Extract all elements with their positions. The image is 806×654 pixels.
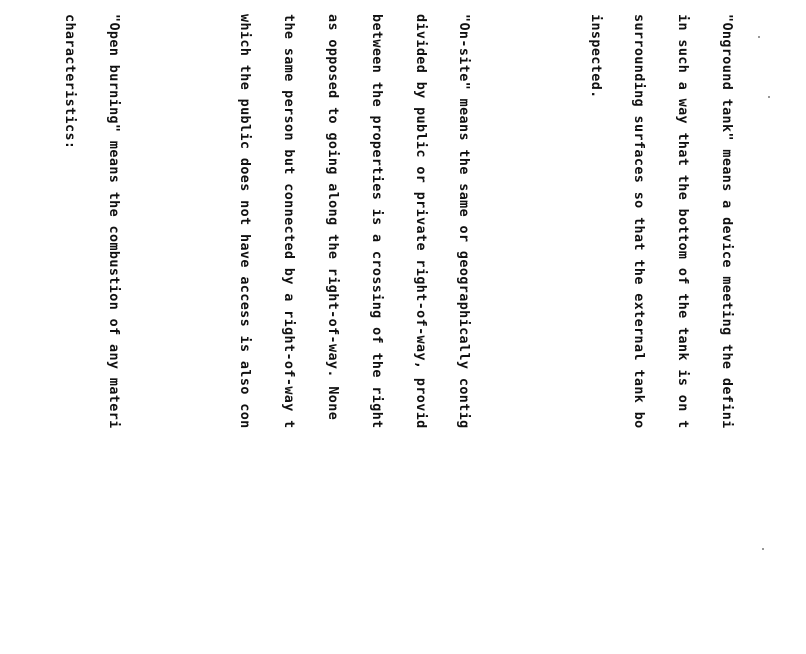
text-line: in such a way that the bottom of the tank is on t [675,14,691,429]
text-line: "Onground tank" means a device meeting the defini [719,14,735,429]
definition-open-burning [33,14,150,654]
scan-speck [768,96,770,98]
text-line: characteristics: [62,14,78,150]
text-line: between the properties is a crossing of the right [368,14,384,429]
definition-onground-tank [558,14,762,654]
text-line: the same person but connected by a right-of-way t [281,14,297,429]
definition-on-site [208,14,500,654]
text-line: "Open burning" means the combustion of any materi [106,14,122,429]
text-line: inspected. [587,14,603,99]
text-line: surrounding surfaces so that the external tank bo [631,14,647,429]
text-line: "On-site" means the same or geographically contig [456,14,472,429]
scan-speck [762,548,764,550]
scan-speck [758,36,760,38]
rotated-scan [62,0,806,618]
text-line: as opposed to going along the right-of-way. None [325,14,340,421]
document-body [62,14,806,654]
text-line: which the public does not have access is also con [237,14,253,429]
text-line: divided by public or private right-of-way, provid [412,14,428,429]
